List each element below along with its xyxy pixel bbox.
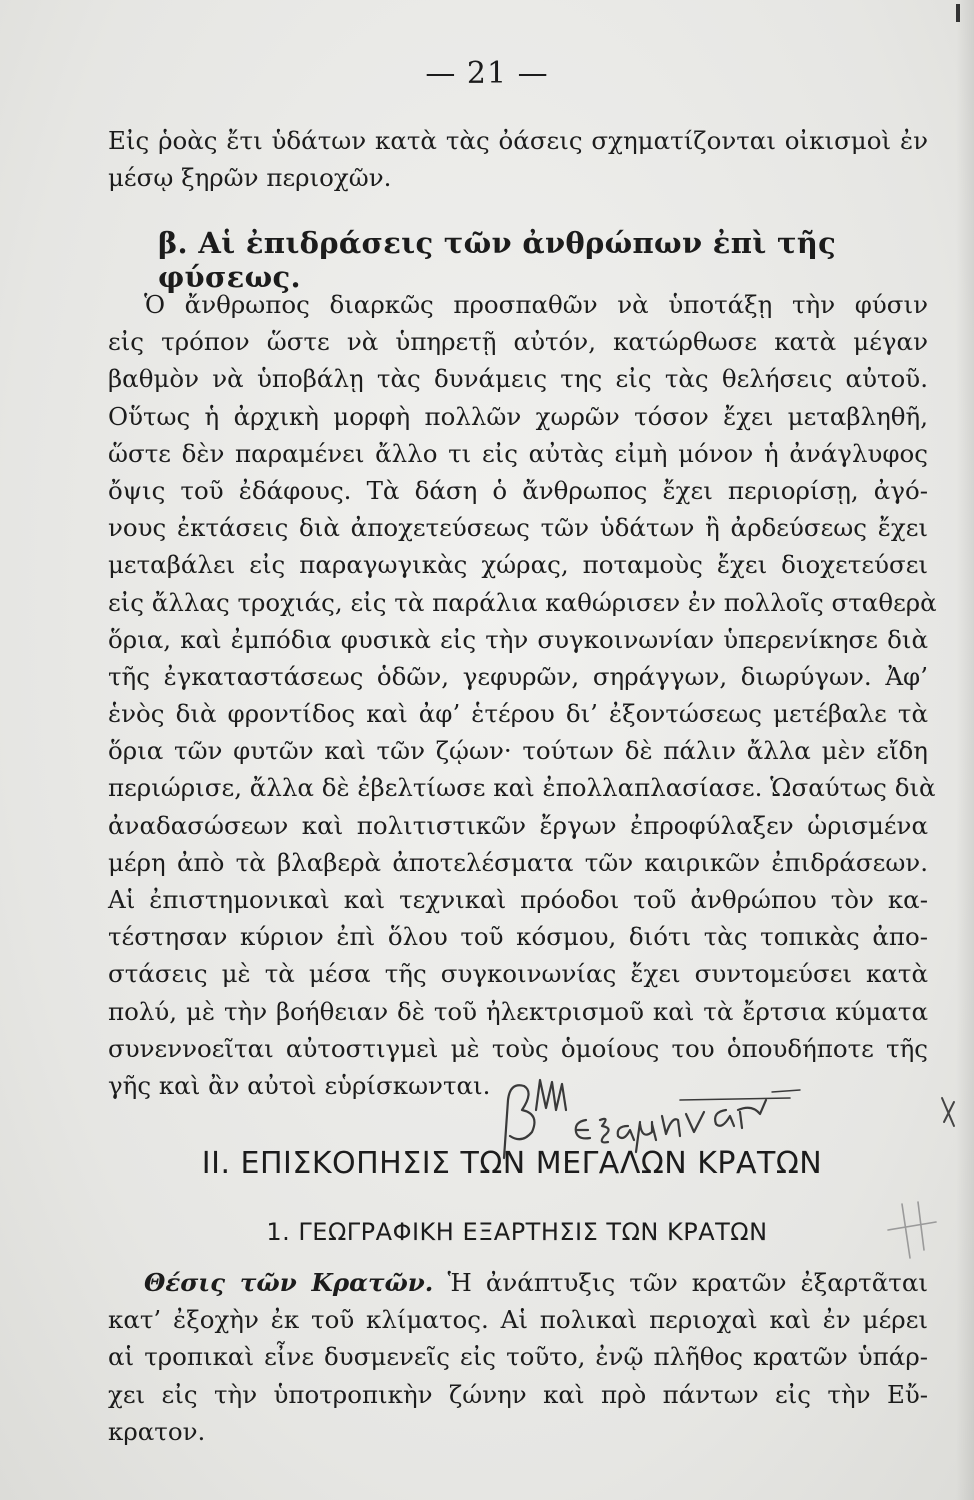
subsection-title: 1. ΓΕΩΓΡΑΦΙΚΗ ΕΞΑΡΤΗΣΙΣ ΤΩΝ ΚΡΑΤΩΝ (266, 1218, 768, 1246)
intro-paragraph (108, 122, 928, 196)
text-line: πολύ, μὲ τὴν βοήθειαν δὲ τοῦ ἠλεκτρισμοῦ καὶ τὰ ἔρτσια κύματα (108, 996, 928, 1026)
text-line: νους ἐκτάσεις διὰ ἀποχετεύσεως τῶν ὑδάτων ἢ ἀρδεύσεως ἔχει (108, 513, 928, 543)
text-line: μεταβάλει εἰς παραγωγικὰς χώρας, ποταμοὺς ἔχει διοχετεύσει (108, 550, 928, 580)
text-line: περιώρισε, ἄλλα δὲ ἐβελτίωσε καὶ ἐπολλαπλασίασε. Ὡσαύτως διὰ (108, 773, 936, 803)
text-line: χει εἰς τὴν ὑποτροπικὴν ζώνην καὶ πρὸ πάντων εἰς τὴν Εὔ- (108, 1379, 928, 1409)
text-line: ἑνὸς διὰ φροντίδος καὶ ἀφ’ ἑτέρου δι’ ἐξοντώσεως μετέβαλε τὰ (108, 699, 928, 729)
pencil-mark (936, 1092, 962, 1132)
run-in-heading: Θέσις τῶν Κρατῶν. (144, 1268, 434, 1297)
text-line: εἰς ἄλλας τροχιάς, εἰς τὰ παράλια καθώρισεν ἐν πολλοῖς σταθερὰ (108, 587, 937, 617)
text-line: ἀναδασώσεων καὶ πολιτιστικῶν ἔργων ἐπροφύλαξεν ὡρισμένα (108, 810, 928, 840)
text-line: ὥστε δὲν παραμένει ἄλλο τι εἰς αὐτὰς εἰμὴ μόνον ἡ ἀνάγλυφος (108, 438, 928, 468)
page-shadow-edge (956, 0, 974, 1500)
text-line: γῆς καὶ ἂν αὐτοὶ εὑρίσκωνται. (108, 1070, 491, 1100)
page-number: — 21 — (425, 56, 549, 91)
subsection-heading: β. Αἱ ἐπιδράσεις τῶν ἀνθρώπων ἐπὶ τῆς φύσεως. (158, 226, 837, 294)
edge-mark (956, 4, 960, 22)
text-line: Ὁ ἄνθρωπος διαρκῶς προσπαθῶν νὰ ὑποτάξῃ τὴν φύσιν (144, 290, 928, 319)
text-line: συνεννοεῖται αὐτοστιγμεὶ μὲ τοὺς ὁμοίους του ὁπουδήποτε τῆς (108, 1033, 928, 1063)
text-line: τῆς ἐγκαταστάσεως ὁδῶν, γεφυρῶν, σηράγγων, διωρύγων. Ἀφ’ (108, 661, 928, 691)
text-line: ὅρια, καὶ ἐμπόδια φυσικὰ εἰς τὴν συγκοινωνίαν ὑπερενίκησε διὰ (108, 624, 928, 654)
text-line: Αἱ ἐπιστημονικαὶ καὶ τεχνικαὶ πρόοδοι τοῦ ἀνθρώπου τὸν κα- (108, 885, 928, 914)
text-line: κρατον. (108, 1416, 206, 1446)
text-line: Εἰς ῥοὰς ἔτι ὑδάτων κατὰ τὰς ὀάσεις σχηματίζονται οἰκισμοὶ ἐν (108, 126, 928, 155)
text-run: Ἡ ἀνάπτυξις τῶν κρατῶν ἐξαρτᾶται (447, 1268, 928, 1297)
text-line: αἱ τροπικαὶ εἶνε δυσμενεῖς εἰς τοῦτο, ἐνῷ πλῆθος κρατῶν ὑπάρ- (108, 1342, 928, 1372)
text-line: ὄψις τοῦ ἐδάφους. Τὰ δάση ὁ ἄνθρωπος ἔχει περιορίσῃ, ἀγό- (108, 475, 928, 505)
text-line: εἰς τρόπον ὥστε νὰ ὑπηρετῇ αὐτόν, κατώρθωσε κατὰ μέγαν (108, 327, 928, 357)
text-line: Οὕτως ἡ ἀρχικὴ μορφὴ πολλῶν χωρῶν τόσον ἔχει μεταβληθῆ, (108, 401, 928, 431)
text-line: μέρη ἀπὸ τὰ βλαβερὰ ἀποτελέσματα τῶν καιρικῶν ἐπιδράσεων. (108, 847, 928, 877)
text-line: μέσῳ ξηρῶν περιοχῶν. (108, 163, 392, 193)
main-paragraph (108, 286, 937, 1104)
text-line: τέστησαν κύριον ἐπὶ ὅλου τοῦ κόσμου, διότι τὰς τοπικὰς ἀπο- (108, 922, 928, 952)
section-heading: II. ΕΠΙΣΚΟΠΗΣΙΣ ΤΩΝ ΜΕΓΑΛΩΝ ΚΡΑΤΩΝ (201, 1146, 823, 1181)
final-paragraph (108, 1264, 928, 1450)
text-line: βαθμὸν νὰ ὑποβάλῃ τὰς δυνάμεις της εἰς τὰς θελήσεις αὐτοῦ. (108, 364, 928, 394)
text-line: κατ’ ἐξοχὴν ἐκ τοῦ κλίματος. Αἱ πολικαὶ περιοχαὶ καὶ ἐν μέρει (108, 1305, 928, 1335)
text-line: ὅρια τῶν φυτῶν καὶ τῶν ζῴων· τούτων δὲ πάλιν ἄλλα μὲν εἴδη (108, 736, 928, 766)
text-line: στάσεις μὲ τὰ μέσα τῆς συγκοινωνίας ἔχει συντομεύσει κατὰ (108, 959, 928, 989)
text-line-with-runin (108, 1264, 928, 1301)
